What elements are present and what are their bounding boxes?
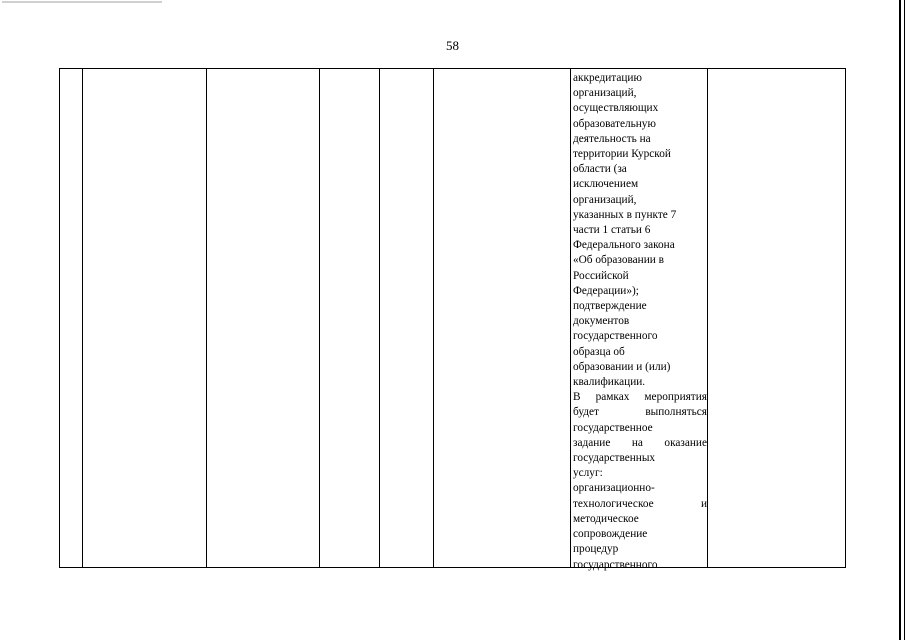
- cell-line: «Об образовании в: [573, 254, 664, 267]
- scan-edge-line: [899, 0, 901, 640]
- cell-line: осуществляющих: [573, 102, 659, 115]
- cell-line: государственных: [573, 452, 656, 465]
- cell-line: аккредитацию: [573, 72, 642, 84]
- cell-line: задание на оказание: [573, 436, 707, 449]
- cell-line: подтверждение: [573, 300, 647, 313]
- cell-line: части 1 статьи 6: [573, 224, 651, 237]
- cell-line: организационно-: [573, 482, 655, 495]
- cell-line: области (за: [573, 163, 627, 176]
- cell-line: квалификации.: [573, 376, 646, 389]
- cell-line: указанных в пункте 7: [573, 208, 677, 221]
- column-divider: [433, 69, 434, 567]
- cell-line: организаций,: [573, 87, 637, 100]
- cell-line: образца об: [573, 345, 625, 358]
- column-divider: [570, 69, 571, 567]
- cell-line: государственного: [573, 330, 658, 343]
- cell-line: услуг:: [573, 467, 603, 480]
- cell-line: исключением: [573, 178, 639, 191]
- cell-line: образовании и (или): [573, 360, 671, 373]
- event-description-cell: [573, 71, 707, 573]
- column-divider: [379, 69, 380, 567]
- cell-line: методическое: [573, 512, 639, 525]
- cell-line: государственного: [573, 558, 658, 571]
- cell-line: В рамках мероприятия: [573, 391, 707, 404]
- cell-line: процедур: [573, 543, 619, 556]
- cell-line: территории Курской: [573, 148, 671, 161]
- cell-line: Федерального закона: [573, 239, 675, 252]
- cell-line: технологическое и: [573, 497, 707, 510]
- column-divider: [707, 69, 708, 567]
- cell-line: документов: [573, 315, 630, 328]
- cell-line: сопровождение: [573, 528, 648, 541]
- document-table: [59, 68, 846, 571]
- cell-line: организаций,: [573, 193, 637, 206]
- cell-line: будет выполняться: [573, 406, 707, 419]
- column-divider: [319, 69, 320, 567]
- cell-line: образовательную: [573, 117, 656, 130]
- cell-line: Федерации»);: [573, 284, 639, 297]
- column-divider: [206, 69, 207, 567]
- column-divider: [82, 69, 83, 567]
- page-number: 58: [446, 38, 459, 53]
- cell-line: Российской: [573, 269, 629, 282]
- cell-line: государственное: [573, 421, 653, 434]
- cell-line: деятельность на: [573, 132, 651, 145]
- scan-artifact: [2, 1, 162, 3]
